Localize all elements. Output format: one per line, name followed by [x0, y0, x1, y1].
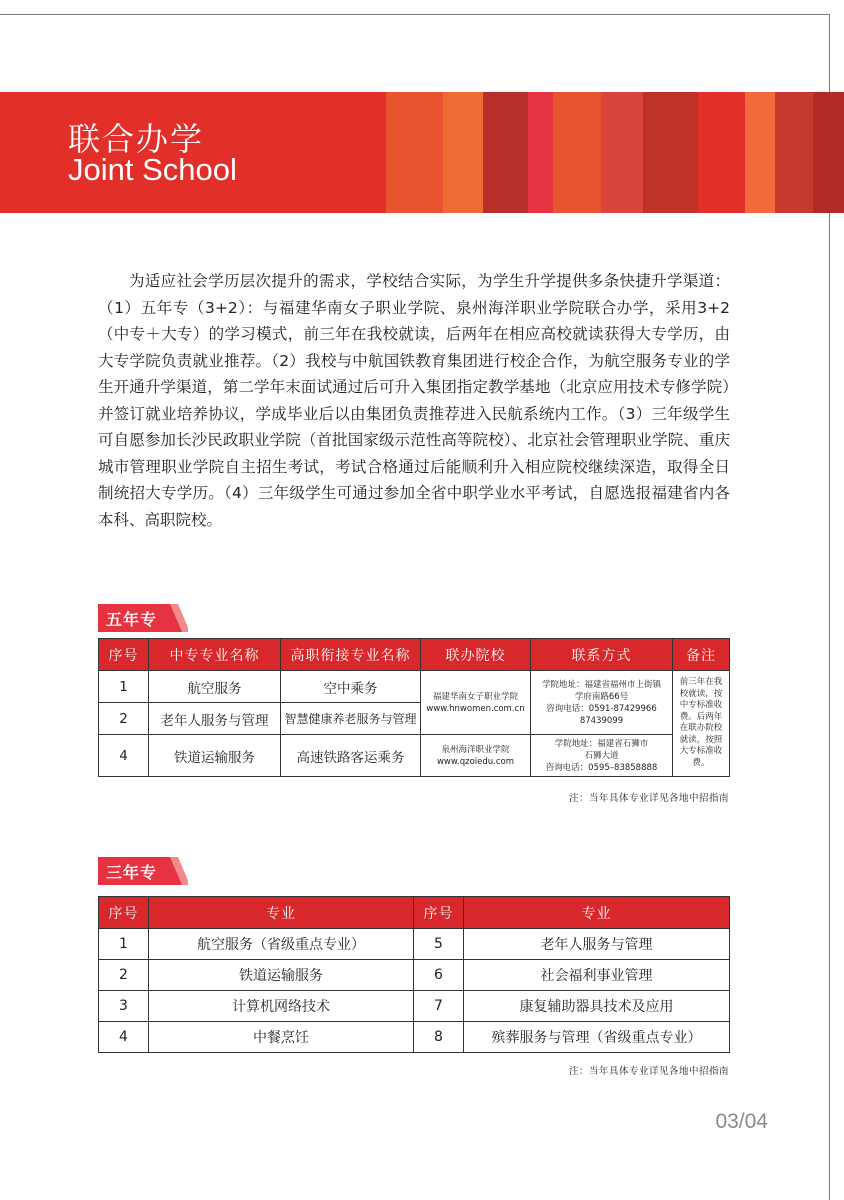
college-major-name: 智慧健康养老服务与管理: [281, 703, 421, 735]
major-name: 航空服务（省级重点专业）: [149, 929, 414, 960]
header-title-en: Joint School: [68, 152, 237, 187]
major-name: 社会福利事业管理: [464, 960, 730, 991]
col-header: 联办院校: [421, 639, 531, 671]
banner-stripe: [443, 92, 483, 213]
row-number: 3: [99, 991, 149, 1022]
row-number: 7: [414, 991, 464, 1022]
remark-line: 中专标准收: [679, 700, 723, 710]
major-name: 航空服务: [149, 671, 281, 703]
three-year-table: [98, 896, 730, 1053]
three-year-tag: [98, 857, 188, 885]
table-row: [99, 991, 730, 1022]
frame-top-line: [0, 14, 829, 15]
major-name: 老年人服务与管理: [149, 703, 281, 735]
page-number: 03/04: [715, 1110, 768, 1133]
major-name: 康复辅助器具技术及应用: [464, 991, 730, 1022]
remark-line: 就读，按照: [679, 734, 723, 745]
contact-info: [531, 735, 673, 777]
major-name: 计算机网络技术: [149, 991, 414, 1022]
partner-school: [421, 735, 531, 777]
five-year-tag-label: 五年专: [106, 610, 158, 629]
major-name: 殡葬服务与管理（省级重点专业）: [464, 1022, 730, 1053]
row-number: 1: [99, 929, 149, 960]
table-row: [99, 1022, 730, 1053]
college-major-name: 高速铁路客运乘务: [281, 735, 421, 777]
row-number: 2: [99, 960, 149, 991]
banner-stripe: [745, 92, 775, 213]
header-title-cn: 联合办学: [68, 120, 205, 158]
col-header: 联系方式: [531, 639, 673, 671]
banner-stripe: [483, 92, 528, 213]
table-row: [99, 671, 730, 703]
school-address-cont: 石狮大道: [584, 750, 619, 761]
remark-line: 校就读，按: [679, 688, 723, 699]
row-number: 8: [414, 1022, 464, 1053]
college-major-name: 空中乘务: [281, 671, 421, 703]
table-row: [99, 929, 730, 960]
row-number: 4: [99, 1022, 149, 1053]
school-address: 学院地址：福建省石狮市: [554, 738, 649, 749]
major-name: 铁道运输服务: [149, 960, 414, 991]
banner-stripe: [813, 92, 844, 213]
school-phone: 咨询电话：0591-87429966: [546, 703, 657, 714]
row-number: 2: [99, 703, 149, 735]
five-year-note: 注：当年具体专业详见各地中招指南: [568, 793, 729, 804]
school-name: 泉州海洋职业学院: [441, 744, 510, 755]
table-header-row: [99, 639, 730, 671]
col-header: 序号: [414, 897, 464, 929]
row-number: 5: [414, 929, 464, 960]
school-address-cont: 学府南路66号: [574, 691, 629, 702]
table-header-row: [99, 897, 730, 929]
three-year-tag-label: 三年专: [106, 863, 158, 882]
major-name: 老年人服务与管理: [464, 929, 730, 960]
school-phone: 咨询电话：0595–83858888: [545, 762, 658, 773]
col-header: 高职衔接专业名称: [281, 639, 421, 671]
partner-school: [421, 671, 531, 735]
three-year-note: 注：当年具体专业详见各地中招指南: [568, 1066, 729, 1077]
row-number: 6: [414, 960, 464, 991]
intro-paragraph: 为适应社会学历层次提升的需求，学校结合实际，为学生升学提供多条快捷升学渠道：（1）五年专（3+2）：与福建华南女子职业学院、泉州海洋职业学院联合办学，采用3+2（中专＋大专）的学习模式，前三年在我校就读，后两年在相应高校就读获得大专学历，由大专学院负责就业推荐。（2）我校与中航国铁教育集团进行校企合作，为航空服务专业的学生开通升学渠道，第二学年末面试通过后可升入集团指定教学基地（北京应用技术专修学院）并签订就业培养协议，学成毕业后以由集团负责推荐进入民航系统内工作。（3）三年级学生可自愿参加长沙民政职业学院（首批国家级示范性高等院校）、北京社会管理职业学院、重庆城市管理职业学院自主招生考试，考试合格通过后能顺利升入相应院校继续深造，取得全日制统招大专学历。（4）三年级学生可通过参加全省中职学业水平考试，自愿选报福建省内各本科、高职院校。: [98, 272, 730, 529]
col-header: 备注: [673, 639, 730, 671]
five-year-table: [98, 638, 730, 777]
remark-line: 在联办院校: [679, 723, 723, 733]
school-address: 学院地址：福建省福州市上街镇: [541, 679, 661, 690]
five-year-tag: [98, 604, 188, 632]
col-header: 序号: [99, 897, 149, 929]
contact-info: [531, 671, 673, 735]
remark-line: 费。: [692, 757, 710, 768]
row-number: 4: [99, 735, 149, 777]
col-header: 序号: [99, 639, 149, 671]
row-number: 1: [99, 671, 149, 703]
major-name: 中餐烹饪: [149, 1022, 414, 1053]
major-name: 铁道运输服务: [149, 735, 281, 777]
col-header: 专业: [464, 897, 730, 929]
school-phone-cont: 87439099: [579, 715, 624, 726]
remark-line: 大专标准收: [679, 746, 723, 756]
table-row: [99, 735, 730, 777]
banner-stripe: [386, 92, 443, 213]
table-row: [99, 960, 730, 991]
banner-stripe: [775, 92, 813, 213]
school-name: 福建华南女子职业学院: [432, 691, 518, 702]
school-website: www.hnwomen.com.cn: [426, 703, 525, 714]
remark-line: 费。后两年: [679, 711, 723, 722]
banner-stripe: [643, 92, 698, 213]
banner-stripe: [528, 92, 553, 213]
remark-cell: [673, 671, 730, 777]
col-header: 专业: [149, 897, 414, 929]
col-header: 中专专业名称: [149, 639, 281, 671]
banner-stripe: [553, 92, 601, 213]
remark-line: 前三年在我: [679, 677, 723, 687]
banner-stripe: [601, 92, 643, 213]
school-website: www.qzoiedu.com: [436, 756, 515, 767]
